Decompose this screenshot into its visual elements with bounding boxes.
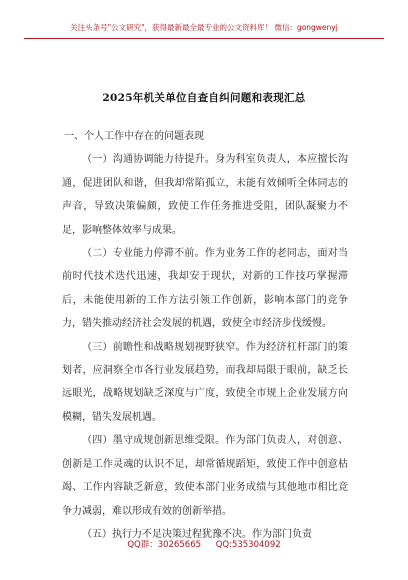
watermark-notice: 关注头条号"公文研究"，获得最新最全最专业的公文资料库！ 微信：gongwenyj	[70, 23, 338, 32]
qq-group-number: QQ群：30265665	[127, 540, 202, 550]
header-divider	[24, 38, 384, 39]
paragraph-innovation: （四）墨守成规创新思维受限。作为部门负责人，对创意、创新是工作灵魂的认识不足，却常循规蹈矩，致使工作中创意枯竭、工作内容缺乏新意，致使本部门业务成绩与其他地市相比竞争力减弱，难以形成有效的创新举措。	[62, 435, 348, 517]
qq-contact-number: QQ:535304092	[215, 540, 281, 550]
paragraph-communication: （一）沟通协调能力待提升。身为科室负责人，本应擅长沟通，促进团队和谐，但我却常陷孤立，未能有效倾听全体同志的声音，导致决策偏颇，致使工作任务推进受阻，团队凝聚力不足，影响整体效率与成果。	[62, 154, 348, 236]
paragraph-professional-ability: （二）专业能力停滞不前。作为业务工作的老同志，面对当前时代技术迭代迅速，我却安于现状，对新的工作技巧掌握滞后，未能使用新的工作方法引领工作创新，影响本部门的竞争力，错失推动经济社会发展的机遇，致使全市经济步伐缓慢。	[62, 248, 348, 330]
contact-footer	[0, 538, 408, 550]
section-heading: 一、个人工作中存在的问题表现	[64, 131, 204, 142]
paragraph-execution: （五）执行力不足决策过程犹豫不决。作为部门负责	[82, 528, 312, 540]
paragraph-strategic-planning: （三）前瞻性和战略规划视野狭窄。作为经济杠杆部门的策划者，应洞察全市各行业发展趋势，而我却局限于眼前，缺乏长远眼光，战略规划缺乏深度与广度，致使全市规上企业发展方向模糊，错失发展机遇。	[62, 341, 348, 423]
document-body	[62, 125, 348, 546]
document-title: 2025年机关单位自查自纠问题和表现汇总	[102, 92, 306, 104]
